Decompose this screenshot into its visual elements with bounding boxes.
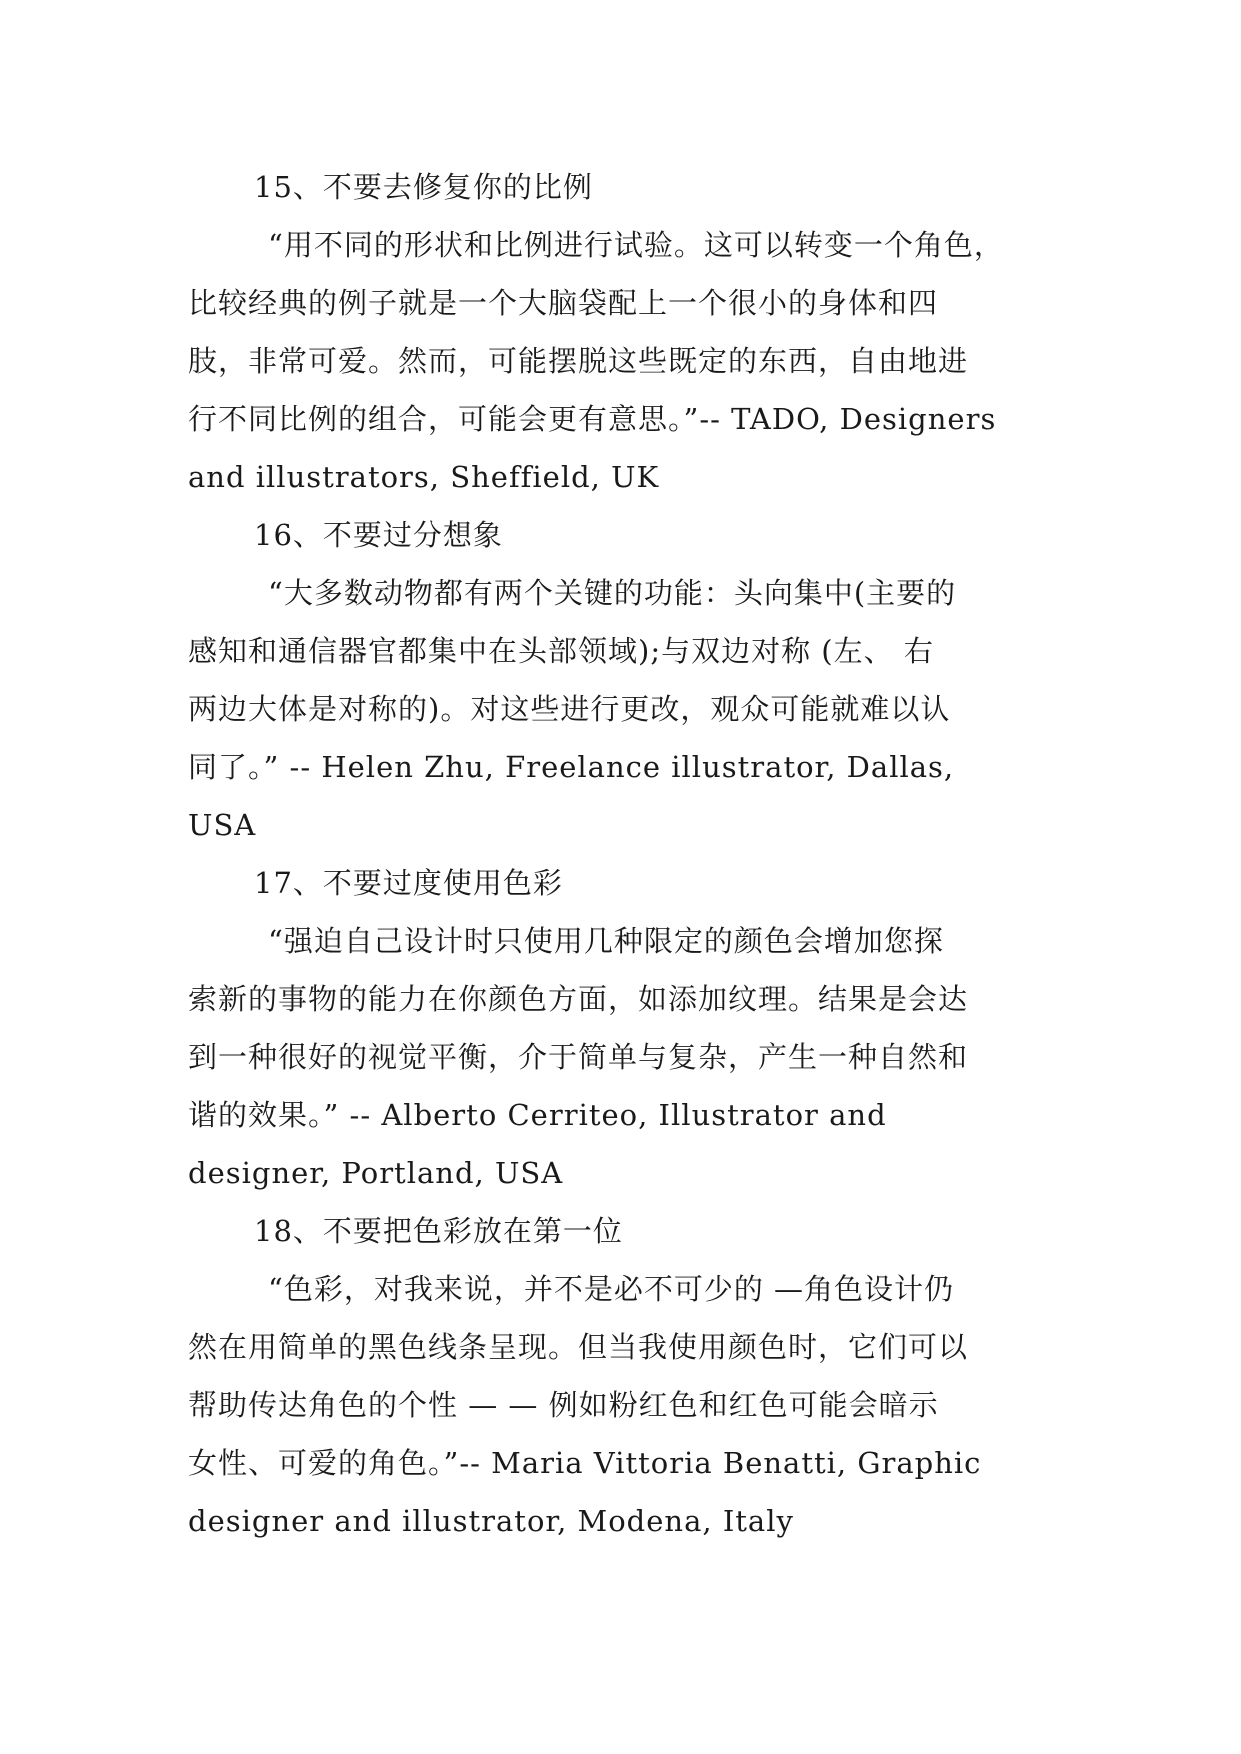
section-heading: 16、不要过分想象 (254, 518, 503, 552)
paragraph-line: “强迫自己设计时只使用几种限定的颜色会增加您探 (268, 924, 944, 958)
paragraph-line: 然在用简单的黑色线条呈现。但当我使用颜色时，它们可以 (188, 1330, 969, 1364)
paragraph-line: and illustrators, Sheffield, UK (188, 460, 660, 494)
paragraph-line: designer and illustrator, Modena, Italy (188, 1504, 794, 1538)
paragraph-line: 帮助传达角色的个性 — — 例如粉红色和红色可能会暗示 (188, 1388, 939, 1422)
section-heading: 18、不要把色彩放在第一位 (254, 1214, 623, 1248)
paragraph-line: USA (188, 808, 257, 842)
paragraph-line: 到一种很好的视觉平衡，介于简单与复杂，产生一种自然和 (188, 1040, 969, 1074)
paragraph-line: “大多数动物都有两个关键的功能：头向集中(主要的 (268, 576, 957, 610)
paragraph-line: 女性、可爱的角色。”-- Maria Vittoria Benatti, Graphic (188, 1446, 982, 1480)
paragraph-line: “用不同的形状和比例进行试验。这可以转变一个角色， (268, 228, 1004, 262)
document-body (188, 158, 1048, 1550)
paragraph-line: 肢，非常可爱。然而，可能摆脱这些既定的东西，自由地进 (188, 344, 969, 378)
paragraph-line: 同了。” -- Helen Zhu, Freelance illustrator, Dallas, (188, 750, 955, 784)
paragraph-line: 索新的事物的能力在你颜色方面，如添加纹理。结果是会达 (188, 982, 969, 1016)
section-heading: 17、不要过度使用色彩 (254, 866, 563, 900)
paragraph-line: 行不同比例的组合，可能会更有意思。”-- TADO, Designers (188, 402, 997, 436)
paragraph-line: 感知和通信器官都集中在头部领域);与双边对称 (左、 右 (188, 634, 934, 668)
paragraph-line: designer, Portland, USA (188, 1156, 564, 1190)
paragraph-line: 比较经典的例子就是一个大脑袋配上一个很小的身体和四 (188, 286, 939, 320)
paragraph-line: 两边大体是对称的)。对这些进行更改，观众可能就难以认 (188, 692, 951, 726)
section-heading: 15、不要去修复你的比例 (254, 170, 593, 204)
paragraph-line: “色彩，对我来说，并不是必不可少的 —角色设计仍 (268, 1272, 955, 1306)
paragraph-line: 谐的效果。” -- Alberto Cerriteo, Illustrator and (188, 1098, 887, 1132)
